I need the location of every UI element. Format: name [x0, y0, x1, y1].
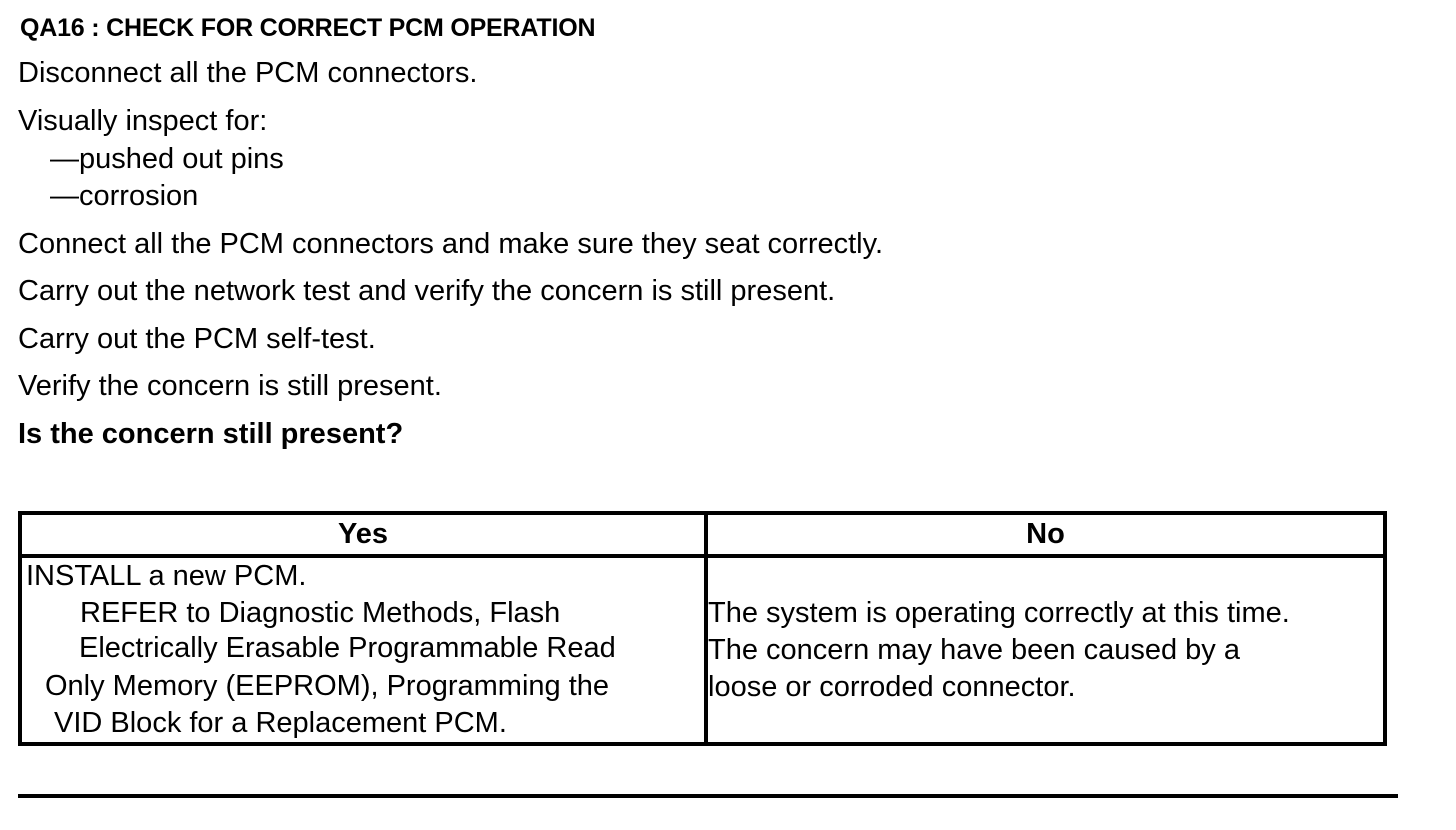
yes-cell-line: Electrically Erasable Programmable Read [79, 632, 616, 664]
no-cell-line: loose or corroded connector. [708, 671, 1076, 703]
page-heading: QA16 : CHECK FOR CORRECT PCM OPERATION [20, 14, 596, 42]
step-verify: Verify the concern is still present. [18, 370, 442, 402]
header-divider [22, 554, 1383, 558]
inspect-item-pins: —pushed out pins [50, 143, 284, 175]
question: Is the concern still present? [18, 418, 404, 450]
step-disconnect: Disconnect all the PCM connectors. [18, 57, 478, 89]
yes-cell-line: Only Memory (EEPROM), Programming the [45, 670, 610, 702]
yes-column-header: Yes [338, 518, 388, 550]
inspect-item-corrosion: —corrosion [50, 180, 199, 212]
result-table [18, 511, 1387, 746]
bottom-rule [18, 794, 1398, 798]
step-connect: Connect all the PCM connectors and make sure they seat correctly. [18, 228, 884, 260]
yes-cell-line: VID Block for a Replacement PCM. [54, 707, 507, 739]
yes-cell-line: INSTALL a new PCM. [26, 560, 307, 592]
no-cell-line: The system is operating correctly at this time. [708, 597, 1290, 629]
no-cell-line: The concern may have been caused by a [708, 634, 1240, 666]
no-column-header: No [1026, 518, 1065, 550]
step-self-test: Carry out the PCM self-test. [18, 323, 376, 355]
step-network-test: Carry out the network test and verify the concern is still present. [18, 275, 836, 307]
step-inspect: Visually inspect for: [18, 105, 268, 137]
yes-cell-line: REFER to Diagnostic Methods, Flash [80, 597, 561, 629]
